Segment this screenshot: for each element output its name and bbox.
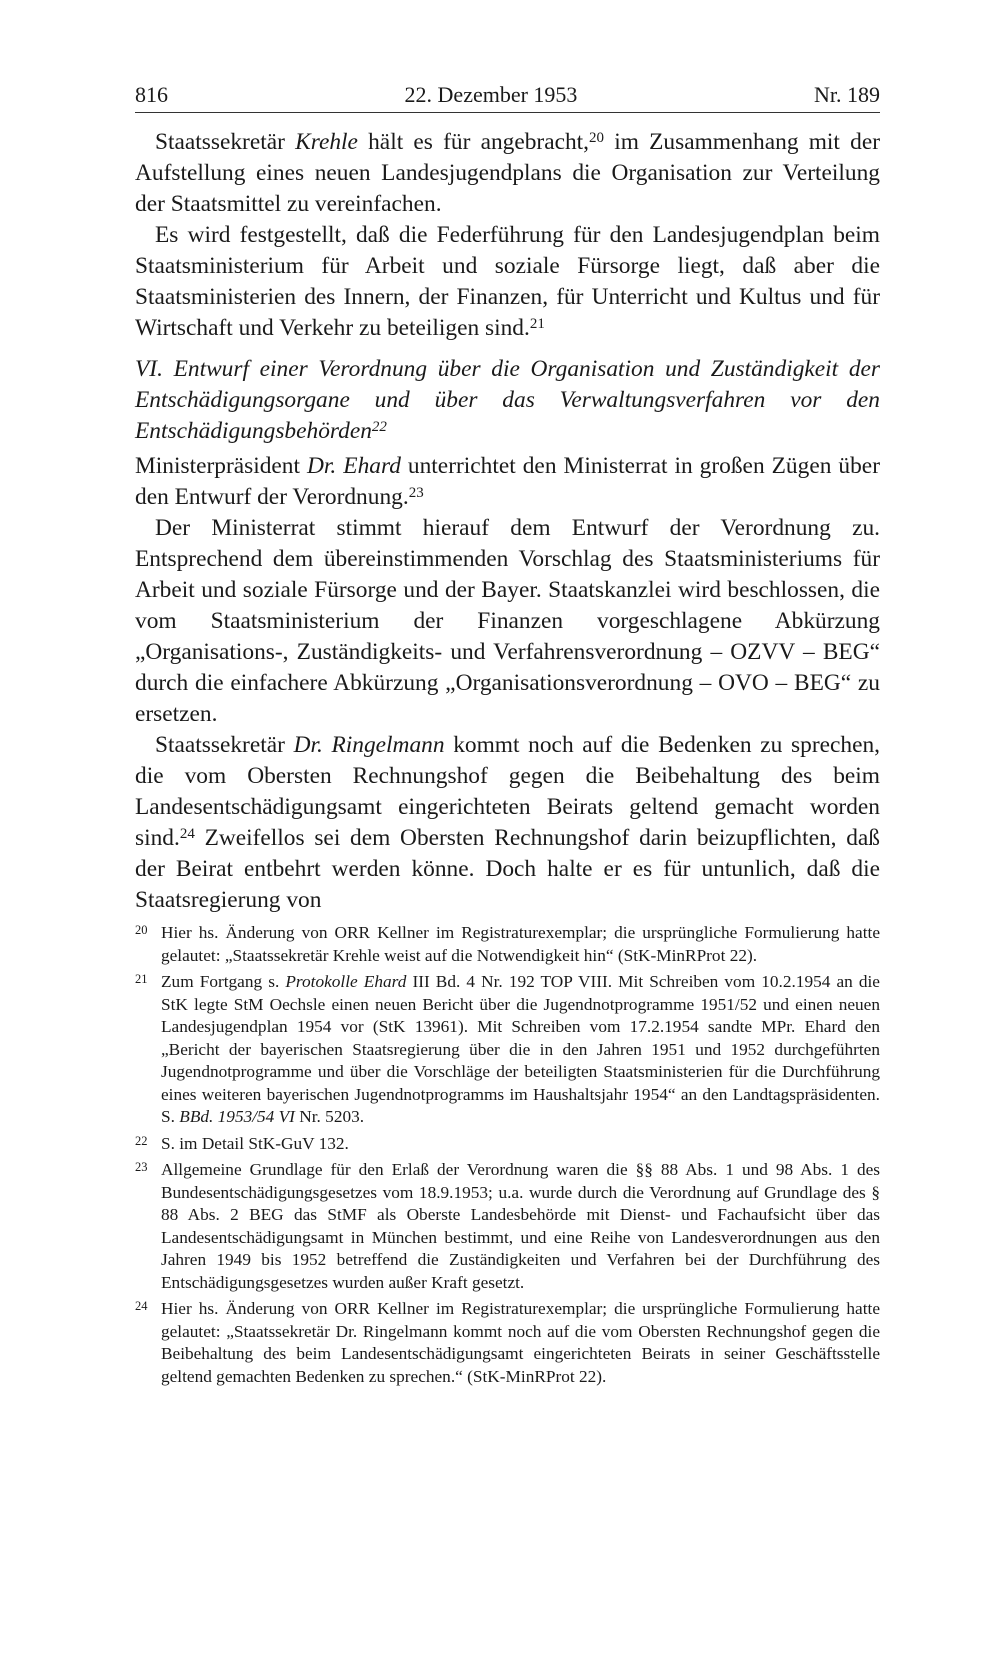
text-run: III Bd. 4 Nr. 192 TOP VIII. Mit Schreiben vom 10.2.1954 an die StK legte StM Oechsle einen neuen Bericht über die Jugendnotprogramme 1951/52 und einen neuen Landesjugendplan 1954 vor (StK 13961). Mit Schreiben vom 17.2.1954 sandte MPr. Ehard den „Bericht der bayerischen Staatsregierung über die in den Jahren 1951 und 1952 durchgeführten Jugendnotprogramme und über die Vorschläge der beteiligten Staatsministerien für die Durchführung eines weiteren bayerischen Jugendnotprogramms im Haushaltsjahr 1954“ an den Landtagspräsidenten. S.: [161, 972, 880, 1126]
footnote-ref-21[interactable]: 21: [529, 316, 545, 332]
citation-title: Protokolle Ehard: [285, 972, 407, 991]
person-name: Krehle: [295, 129, 358, 155]
footnote-text: S. im Detail StK-GuV 132.: [161, 1133, 349, 1153]
text-run: Nr. 5203.: [294, 1107, 365, 1126]
text-run: Zweifellos sei dem Obersten Rechnungshof darin beizupflichten, daß der Beirat entbehrt werden könne. Doch halte er es für untunlich, daß die Staatsregierung von: [135, 825, 880, 913]
text-run: Staatssekretär: [155, 732, 294, 758]
text-run: Ministerpräsident: [135, 453, 308, 479]
footnote-number: 23: [135, 1160, 148, 1174]
footnote-text: Hier hs. Änderung von ORR Kellner im Registraturexemplar; die ursprüngliche Formulierung hatte gelautet: „Staatssekretär Krehle weist auf die Notwendigkeit hin“ (StK-MinRProt 22).: [161, 923, 880, 965]
paragraph-ringelmann: [135, 730, 880, 916]
paragraph-krehle: [135, 127, 880, 220]
footnotes: [135, 922, 880, 1392]
text-run: im Zusammenhang mit der Aufstellung eines neuen Landesjugendplans die Organisation zur Verteilung der Staatsmittel zu vereinfachen.: [135, 129, 880, 217]
text-run: Staatssekretär: [155, 129, 296, 155]
text-run: unterrichtet den Ministerrat in großen Zügen über den Entwurf der Verordnung.: [135, 453, 880, 510]
footnote-22: [135, 1133, 880, 1156]
footnote-20: [135, 922, 880, 967]
footnote-21: [135, 971, 880, 1129]
footnote-number: 20: [135, 923, 148, 937]
footnote-23: [135, 1159, 880, 1294]
footnote-number: 24: [135, 1299, 148, 1313]
page: [135, 82, 880, 916]
footnote-number: 22: [135, 1133, 148, 1148]
paragraph-federfuehrung: [135, 220, 880, 344]
footnote-text: Allgemeine Grundlage für den Erlaß der Verordnung waren die §§ 88 Abs. 1 und 98 Abs. 1 des Bundesentschädigungsgesetzes vom 18.9.1953; u.a. wurde durch die Verordnung auf Grundlage des § 88 Abs. 2 BEG das StMF als Oberste Landesbehörde mit Dienst- und Fachaufsicht über das Landesentschädigungsamt in München bestimmt, und eine Reihe von Landesverordnungen aus den Jahren 1949 bis 1952 betreffend die Zuständigkeiten und Verfahren bei der Durchführung des Entschädigungsgesetzes wurden außer Kraft gesetzt.: [161, 1160, 880, 1292]
text-run: Es wird festgestellt, daß die Federführung für den Landesjugendplan beim Staatsministerium für Arbeit und soziale Fürsorge liegt, daß aber die Staatsministerien des Innern, der Finanzen, für Unterricht und Kultus und für Wirtschaft und Verkehr zu beteiligen sind.: [135, 222, 880, 341]
footnote-ref-20[interactable]: 20: [589, 130, 605, 146]
text-run: kommt noch auf die Bedenken zu sprechen, die vom Obersten Rechnungshof gegen die Beibehaltung des beim Landesentschädigungsamt eingerichteten Beirats geltend gemacht worden sind.: [135, 732, 881, 851]
text-run: Zum Fortgang s.: [161, 972, 286, 991]
footnote-ref-24[interactable]: 24: [179, 826, 195, 842]
heading-text: VI. Entwurf einer Verordnung über die Organisation und Zuständigkeit der Entschädigungsorgane und über das Verwaltungsverfahren vor den Entschädigungsbehörden: [135, 356, 880, 444]
header-date: 22. Dezember 1953: [404, 82, 578, 107]
footnote-24: [135, 1298, 880, 1388]
section-heading-vi: [135, 354, 880, 447]
footnote-text: Hier hs. Änderung von ORR Kellner im Registraturexemplar; die ursprüngliche Formulierung hatte gelautet: „Staatssekretär Dr. Ringelmann kommt noch auf die vom Obersten Rechnungshof gegen die Beibehaltung des beim Landesentschädigungsamt eingerichteten Beirats in seiner Geschäftsstelle geltend gemachten Bedenken zu sprechen.“ (StK-MinRProt 22).: [161, 1299, 880, 1386]
person-name: Dr. Ringelmann: [293, 732, 445, 758]
document-number: Nr. 189: [813, 82, 880, 107]
paragraph-ehard: [135, 451, 880, 513]
text-run: hält es für angebracht,: [357, 129, 590, 155]
body-text: [135, 127, 880, 916]
text-run: Der Ministerrat stimmt hierauf dem Entwurf der Verordnung zu. Entsprechend dem übereinstimmenden Vorschlag des Staatsministeriums für Arbeit und soziale Fürsorge und der Bayer. Staatskanzlei wird beschlossen, die vom Staatsministerium der Finanzen vorgeschlagene Abkürzung „Organisations-, Zuständigkeits- und Verfahrensverordnung – OZVV – BEG“ durch die einfachere Abkürzung „Organisationsverordnung – OVO – BEG“ zu ersetzen.: [135, 515, 880, 727]
running-header: [135, 82, 880, 113]
footnote-ref-22[interactable]: 22: [371, 419, 387, 435]
page-number: 816: [135, 82, 168, 107]
citation-title: BBd. 1953/54 VI: [179, 1107, 295, 1126]
paragraph-ministerrat: [135, 513, 880, 730]
footnote-number: 21: [135, 972, 148, 986]
person-name: Dr. Ehard: [307, 453, 401, 479]
footnote-text: [161, 971, 880, 1129]
footnote-ref-23[interactable]: 23: [408, 485, 424, 501]
